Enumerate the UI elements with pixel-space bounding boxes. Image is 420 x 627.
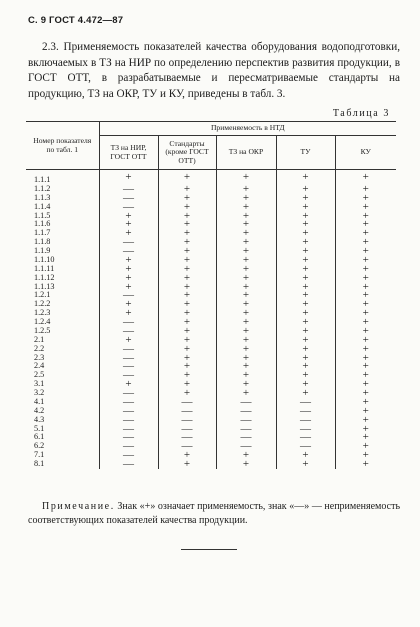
row-index: 2.2 — [26, 345, 99, 354]
applicability-cell: + — [362, 298, 369, 311]
applicability-cell: + — [276, 336, 335, 345]
applicability-cell: + — [99, 256, 158, 265]
row-index: 6.2 — [26, 442, 99, 451]
col-header-tz-okr: ТЗ на ОКР — [216, 136, 276, 170]
applicability-cell: + — [158, 185, 216, 194]
applicability-cell: + — [276, 300, 335, 309]
col-header-ku: КУ — [335, 136, 396, 170]
row-index: 1.2.4 — [26, 318, 99, 327]
applicability-cell: + — [158, 336, 216, 345]
applicability-cell: — — [216, 416, 276, 425]
row-index: 2.1 — [26, 336, 99, 345]
applicability-cell: + — [99, 265, 158, 274]
applicability-cell: + — [158, 371, 216, 380]
applicability-cell: — — [216, 425, 276, 434]
applicability-cell: + — [158, 380, 216, 389]
applicability-cell: + — [99, 380, 158, 389]
applicability-cell: — — [99, 345, 158, 354]
applicability-cell: — — [276, 416, 335, 425]
applicability-cell: + — [276, 238, 335, 247]
applicability-cell: + — [276, 265, 335, 274]
table-note — [28, 500, 400, 527]
applicability-cell: + — [276, 203, 335, 212]
applicability-cell: + — [216, 354, 276, 363]
applicability-cell: + — [216, 327, 276, 336]
applicability-cell: + — [362, 360, 369, 373]
applicability-cell: + — [362, 342, 369, 355]
applicability-cell: + — [276, 212, 335, 221]
row-index: 8.1 — [26, 460, 99, 469]
applicability-cell: + — [158, 265, 216, 274]
table-caption: Таблица 3 — [332, 108, 390, 119]
applicability-cell: + — [158, 389, 216, 398]
applicability-cell: — — [276, 425, 335, 434]
applicability-cell: + — [276, 362, 335, 371]
table-row — [26, 407, 396, 416]
table-row — [26, 442, 396, 451]
applicability-cell: + — [99, 220, 158, 229]
applicability-cell: + — [276, 354, 335, 363]
applicability-cell: + — [216, 336, 276, 345]
col-header-tz-nir: ТЗ на НИР, ГОСТ ОТТ — [99, 136, 158, 170]
applicability-cell: + — [216, 170, 276, 185]
applicability-cell: + — [362, 191, 369, 204]
applicability-cell: + — [362, 431, 369, 444]
applicability-cell: + — [216, 247, 276, 256]
table-row — [26, 309, 396, 318]
table-row — [26, 256, 396, 265]
applicability-cell: + — [276, 291, 335, 300]
applicability-cell: + — [216, 389, 276, 398]
applicability-cell: + — [276, 345, 335, 354]
applicability-cell: + — [99, 229, 158, 238]
row-index: 6.1 — [26, 433, 99, 442]
row-index: 5.1 — [26, 425, 99, 434]
applicability-cell: — — [158, 425, 216, 434]
applicability-cell: + — [276, 460, 335, 469]
applicability-cell: — — [276, 407, 335, 416]
row-index: 1.1.1 — [26, 170, 99, 185]
applicability-cell: + — [276, 283, 335, 292]
applicability-cell: + — [216, 460, 276, 469]
note-label: Примечание. — [42, 501, 115, 512]
row-index: 1.2.3 — [26, 309, 99, 318]
applicability-cell: + — [99, 212, 158, 221]
table-row — [26, 389, 396, 398]
applicability-cell: + — [276, 194, 335, 203]
applicability-cell: + — [158, 238, 216, 247]
applicability-cell: — — [158, 416, 216, 425]
table-row — [26, 433, 396, 442]
table-row — [26, 170, 396, 185]
applicability-cell: + — [216, 256, 276, 265]
applicability-cell: + — [276, 170, 335, 185]
applicability-cell: + — [158, 451, 216, 460]
applicability-cell: + — [362, 271, 369, 284]
table-row — [26, 345, 396, 354]
row-index: 2.3 — [26, 354, 99, 363]
applicability-cell: + — [362, 253, 369, 266]
table-row — [26, 203, 396, 212]
table-body — [26, 170, 396, 469]
applicability-cell: + — [216, 220, 276, 229]
table-row — [26, 380, 396, 389]
table-row — [26, 194, 396, 203]
table-row — [26, 220, 396, 229]
applicability-cell: — — [99, 416, 158, 425]
applicability-cell: + — [362, 280, 369, 293]
applicability-cell: — — [99, 291, 158, 300]
applicability-cell: + — [216, 212, 276, 221]
applicability-cell: + — [216, 229, 276, 238]
applicability-cell: — — [99, 247, 158, 256]
applicability-cell: + — [276, 185, 335, 194]
applicability-cell: + — [362, 458, 369, 470]
applicability-cell: + — [99, 274, 158, 283]
applicability-cell: + — [276, 318, 335, 327]
applicability-cell: + — [216, 274, 276, 283]
applicability-cell: + — [362, 413, 369, 426]
applicability-cell: + — [99, 309, 158, 318]
applicability-cell: — — [158, 407, 216, 416]
applicability-cell: + — [362, 289, 369, 302]
applicability-cell: + — [362, 182, 369, 195]
applicability-cell: — — [276, 442, 335, 451]
applicability-cell: + — [362, 227, 369, 240]
applicability-cell: + — [276, 451, 335, 460]
row-index: 7.1 — [26, 451, 99, 460]
applicability-cell: + — [158, 256, 216, 265]
applicability-cell: + — [158, 194, 216, 203]
applicability-cell: + — [158, 354, 216, 363]
applicability-cell: — — [99, 442, 158, 451]
table-row — [26, 451, 396, 460]
applicability-cell: + — [362, 395, 369, 408]
applicability-cell: + — [216, 380, 276, 389]
row-index: 2.4 — [26, 362, 99, 371]
applicability-cell: + — [362, 369, 369, 382]
applicability-cell: + — [276, 274, 335, 283]
applicability-cell: + — [158, 203, 216, 212]
col-header-standards: Стандарты (кроме ГОСТ ОТТ) — [158, 136, 216, 170]
applicability-cell: + — [158, 291, 216, 300]
page-header: С. 9 ГОСТ 4.472—87 — [28, 15, 124, 26]
applicability-cell: — — [99, 398, 158, 407]
applicability-cell: + — [216, 238, 276, 247]
applicability-cell: — — [99, 389, 158, 398]
applicability-cell: + — [158, 170, 216, 185]
applicability-cell: + — [276, 309, 335, 318]
table-row — [26, 362, 396, 371]
table-row — [26, 300, 396, 309]
applicability-cell: — — [99, 451, 158, 460]
table-row — [26, 283, 396, 292]
applicability-cell: + — [158, 460, 216, 469]
row-index: 1.1.3 — [26, 194, 99, 203]
row-index: 1.1.8 — [26, 238, 99, 247]
applicability-table — [26, 121, 396, 469]
applicability-cell: — — [99, 238, 158, 247]
applicability-cell: + — [158, 212, 216, 221]
applicability-cell: + — [362, 218, 369, 231]
applicability-cell: + — [158, 229, 216, 238]
applicability-cell: + — [216, 345, 276, 354]
applicability-cell: + — [362, 236, 369, 249]
row-index: 1.1.13 — [26, 283, 99, 292]
table-row — [26, 185, 396, 194]
applicability-cell: + — [276, 371, 335, 380]
applicability-cell: + — [216, 371, 276, 380]
note-text: Знак «+» означает применяемость, знак «—» — неприменяемость соответствующих показателей качества продукции. — [28, 501, 401, 526]
applicability-cell: + — [362, 324, 369, 337]
applicability-cell: — — [99, 460, 158, 469]
applicability-cell: + — [362, 209, 369, 222]
table-row — [26, 247, 396, 256]
applicability-cell: + — [362, 351, 369, 364]
applicability-cell: — — [99, 327, 158, 336]
applicability-cell: + — [276, 380, 335, 389]
row-index: 1.1.5 — [26, 212, 99, 221]
applicability-cell: — — [99, 371, 158, 380]
applicability-cell: — — [99, 203, 158, 212]
applicability-cell: + — [158, 220, 216, 229]
applicability-cell: — — [99, 425, 158, 434]
applicability-cell: + — [158, 345, 216, 354]
applicability-cell: — — [99, 354, 158, 363]
applicability-cell: + — [276, 229, 335, 238]
row-index: 4.3 — [26, 416, 99, 425]
applicability-cell: + — [362, 171, 369, 183]
intro-paragraph: 2.3. Применяемость показателей качества оборудования водоподготовки, включаемых в ТЗ на НИР по определению перспектив развития продукции, в ГОСТ ОТТ, в разрабатываемые и пересматриваемые стандарты на продукцию, ТЗ на ОКР, ТУ и КУ, приведены в табл. 3. — [28, 41, 400, 100]
applicability-cell: + — [99, 283, 158, 292]
applicability-cell: + — [362, 440, 369, 453]
applicability-cell: + — [216, 451, 276, 460]
applicability-cell: — — [216, 398, 276, 407]
applicability-cell: + — [276, 389, 335, 398]
applicability-cell: + — [362, 449, 369, 462]
applicability-cell: + — [216, 283, 276, 292]
row-index: 1.2.1 — [26, 291, 99, 300]
table-row — [26, 336, 396, 345]
applicability-cell: — — [99, 318, 158, 327]
table-row — [26, 327, 396, 336]
applicability-cell: — — [99, 362, 158, 371]
applicability-cell: + — [216, 318, 276, 327]
row-index: 1.1.11 — [26, 265, 99, 274]
row-index: 1.1.10 — [26, 256, 99, 265]
applicability-cell: + — [158, 327, 216, 336]
applicability-cell: + — [362, 316, 369, 328]
applicability-cell: + — [276, 327, 335, 336]
applicability-cell: + — [99, 300, 158, 309]
table-row — [26, 265, 396, 274]
applicability-cell: + — [99, 336, 158, 345]
row-index: 1.2.5 — [26, 327, 99, 336]
row-index: 2.5 — [26, 371, 99, 380]
applicability-cell: + — [158, 309, 216, 318]
applicability-cell: + — [276, 220, 335, 229]
row-index: 1.1.7 — [26, 229, 99, 238]
applicability-cell: + — [276, 247, 335, 256]
table-row — [26, 354, 396, 363]
row-index: 3.2 — [26, 389, 99, 398]
row-index: 4.2 — [26, 407, 99, 416]
applicability-cell: + — [362, 387, 369, 399]
applicability-cell: + — [216, 362, 276, 371]
applicability-cell: — — [216, 433, 276, 442]
table-row — [26, 274, 396, 283]
applicability-cell: + — [216, 309, 276, 318]
row-index: 1.1.4 — [26, 203, 99, 212]
table-row — [26, 229, 396, 238]
applicability-cell: + — [216, 185, 276, 194]
table-row — [26, 238, 396, 247]
row-index: 3.1 — [26, 380, 99, 389]
applicability-cell: — — [99, 185, 158, 194]
applicability-cell: + — [362, 307, 369, 320]
applicability-cell: — — [158, 398, 216, 407]
applicability-cell: + — [158, 247, 216, 256]
col-header-tu: ТУ — [276, 136, 335, 170]
applicability-cell: + — [158, 274, 216, 283]
applicability-cell: — — [99, 407, 158, 416]
table-row — [26, 425, 396, 434]
applicability-cell: + — [362, 245, 369, 257]
applicability-cell: + — [216, 203, 276, 212]
applicability-cell: + — [362, 262, 369, 275]
footer-rule — [181, 549, 237, 550]
table-row — [26, 460, 396, 469]
table-row — [26, 291, 396, 300]
applicability-cell: — — [158, 433, 216, 442]
table-row — [26, 318, 396, 327]
row-index: 1.2.2 — [26, 300, 99, 309]
applicability-cell: + — [158, 318, 216, 327]
table-row — [26, 212, 396, 221]
applicability-cell: + — [158, 283, 216, 292]
applicability-cell: — — [276, 398, 335, 407]
applicability-cell: + — [216, 300, 276, 309]
table-row — [26, 398, 396, 407]
applicability-cell: + — [362, 422, 369, 435]
applicability-cell: + — [362, 200, 369, 213]
applicability-cell: + — [99, 170, 158, 185]
applicability-cell: — — [99, 433, 158, 442]
row-index: 1.1.6 — [26, 220, 99, 229]
applicability-cell: — — [216, 442, 276, 451]
table-row — [26, 416, 396, 425]
col-header-index: Номер показателя по табл. 1 — [26, 122, 99, 170]
applicability-cell: + — [362, 333, 369, 346]
applicability-cell: + — [158, 300, 216, 309]
applicability-cell: — — [216, 407, 276, 416]
applicability-cell: — — [276, 433, 335, 442]
row-index: 1.1.9 — [26, 247, 99, 256]
applicability-cell: + — [216, 265, 276, 274]
table-row — [26, 371, 396, 380]
applicability-cell: + — [362, 378, 369, 391]
row-index: 1.1.12 — [26, 274, 99, 283]
row-index: 1.1.2 — [26, 185, 99, 194]
applicability-cell: + — [276, 256, 335, 265]
applicability-cell: + — [362, 404, 369, 417]
row-index: 4.1 — [26, 398, 99, 407]
applicability-cell: + — [158, 362, 216, 371]
applicability-cell: — — [158, 442, 216, 451]
applicability-cell: + — [216, 291, 276, 300]
applicability-cell: — — [99, 194, 158, 203]
col-header-group: Применяемость в НТД — [99, 122, 396, 136]
applicability-cell: + — [216, 194, 276, 203]
